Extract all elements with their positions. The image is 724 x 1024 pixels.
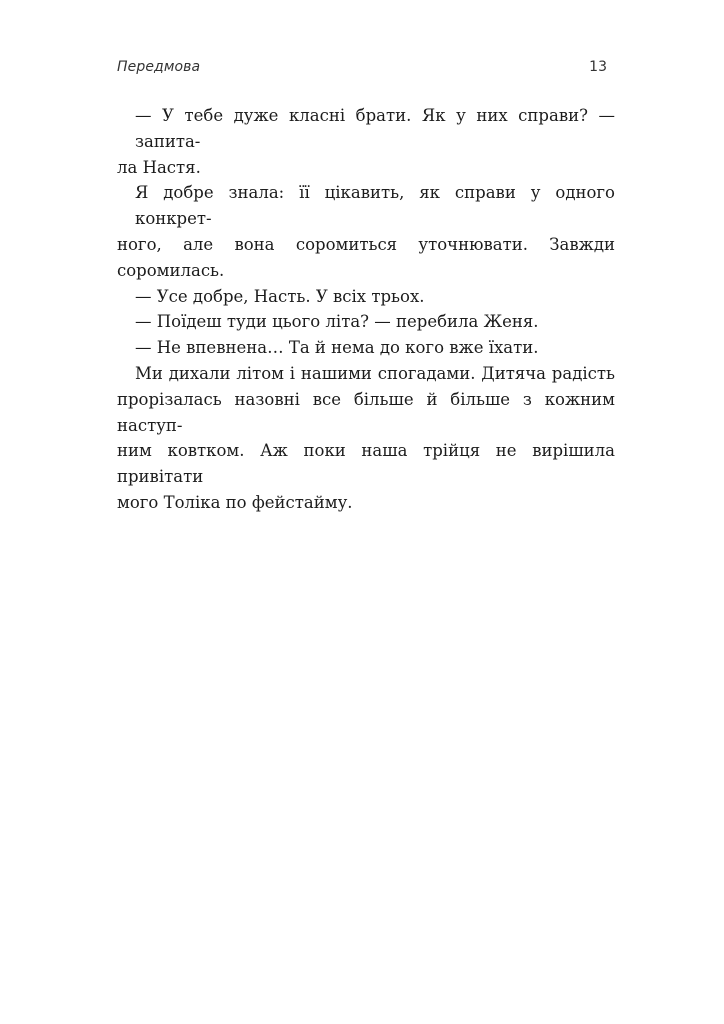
text-line: — Не впевнена… Та й нема до кого вже їхати. bbox=[135, 338, 539, 358]
text-line: — Усе добре, Насть. У всіх трьох. bbox=[135, 286, 425, 306]
text-line: — У тебе дуже класні брати. Як у них справи? — запита- bbox=[135, 106, 615, 151]
text-line: Ми дихали літом і нашими спогадами. Дитяча радість bbox=[135, 363, 615, 383]
text-line: прорізалась назовні все більше й більше з кожним наступ- bbox=[117, 389, 615, 435]
page-number: 13 bbox=[589, 59, 607, 75]
text-line: мого Толіка по фейстайму. bbox=[117, 492, 353, 512]
text-line: ним ковтком. Аж поки наша трійця не вирішила привітати bbox=[117, 441, 615, 487]
running-head-section-title: Передмова bbox=[117, 59, 201, 75]
text-line: Я добре знала: її цікавить, як справи у одного конкрет- bbox=[135, 183, 615, 229]
text-line: — Поїдеш туди цього літа? — перебила Женя. bbox=[135, 312, 539, 332]
text-line: ного, але вона соромиться уточнювати. Завжди соромилась. bbox=[117, 234, 615, 280]
body-text bbox=[117, 103, 615, 516]
text-line: ла Настя. bbox=[117, 157, 201, 177]
